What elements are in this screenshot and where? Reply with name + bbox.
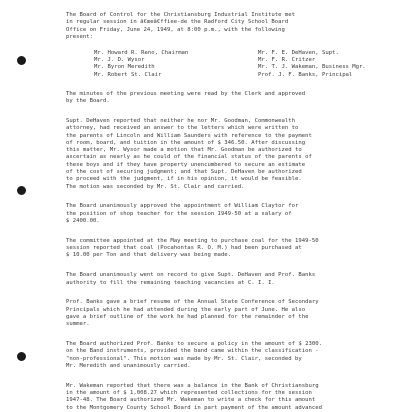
text-line: $ 2400.00.	[66, 218, 100, 225]
member-name: Mr. J. D. Wysor	[94, 56, 145, 63]
text-line: the position of shop teacher for the session 1949-50 at a salary of	[66, 210, 292, 217]
minutes-paragraph	[66, 272, 388, 287]
member-name: Mr. F. R. Critzer	[258, 56, 316, 63]
minutes-paragraph	[66, 238, 388, 260]
text-line: The committee appointed at the May meeting to purchase coal for the 1949-50	[66, 237, 319, 244]
text-line: Supt. DeHaven reported that neither he nor Mr. Goodman, Commonwealth	[66, 117, 296, 124]
text-line: on the Band instruments, provided the band came within the classification -	[66, 348, 319, 355]
minutes-paragraph	[66, 299, 388, 328]
minutes-body	[66, 91, 388, 412]
member-name: Mr. Byron Meredith	[94, 64, 155, 71]
text-line: gave a brief outline of the work he had planned for the remainder of the	[66, 313, 309, 320]
minutes-paragraph	[66, 341, 388, 370]
text-line: to proceed with the judgment, if in his opinion, it would be feasible.	[66, 176, 302, 183]
text-line: Prof. Banks gave a brief resume of the Annual State Conference of Secondary	[66, 299, 319, 306]
binder-hole	[17, 186, 26, 195]
member-name: Mr. T. J. Wakeman, Business Mgr.	[258, 64, 366, 71]
text-line: The minutes of the previous meeting were read by the Clerk and approved	[66, 90, 306, 97]
text-line: present:	[66, 33, 93, 40]
text-line: The Board authorized Prof. Banks to secure a policy in the amount of $ 2300.	[66, 341, 322, 347]
member-name: Mr. F. E. DeHaven, Supt.	[258, 49, 339, 56]
text-line: in the amount of $ 1,008.27 which represented collections for the session	[66, 389, 312, 396]
minutes-paragraph	[66, 203, 388, 225]
text-line: summer.	[66, 321, 90, 328]
text-line: 1947-48. The Board authorized Mr. Wakeman to write a check for this amount	[66, 397, 316, 404]
text-line: this matter, Mr. Wysor made a motion that Mr. Goodman be authorized to	[66, 147, 302, 154]
text-line: ascertain as nearly as he could of the financial status of the parents of	[66, 154, 312, 161]
binder-hole	[17, 352, 26, 361]
intro-paragraph	[66, 12, 388, 41]
text-line: of room, board, and tuition in the amount of $ 346.50. After discussing	[66, 139, 306, 146]
text-line: Mr. Meredith and unanimously carried.	[66, 362, 191, 369]
text-line: The motion was seconded by Mr. St. Clair and carried.	[66, 183, 245, 190]
text-line: Office on Friday, June 24, 1949, at 8:00 p.m., with the following	[66, 26, 285, 33]
text-line: the parents of Lincoln and William Saunders with reference to the payment	[66, 132, 312, 139]
text-line: in regular session in â€œeâ€ffiee-de the Radford City School Board	[66, 19, 289, 26]
text-line: The Board unanimously went on record to give Supt. DeHaven and Prof. Banks	[66, 272, 316, 279]
text-line: by the Board.	[66, 98, 110, 105]
text-line: session reported that coal (Pocahontas R. O. M.) had been purchased at	[66, 245, 302, 252]
text-line: these boys and if they have property unencumbered to secure an estimate	[66, 161, 306, 168]
minutes-paragraph	[66, 91, 388, 106]
text-line: authority to fill the remaining teaching vacancies at C. I. I.	[66, 279, 275, 286]
text-line: of the cost of securing judgment; and that Supt. DeHaven be authorized	[66, 169, 302, 176]
text-line: $ 10.00 per Ton and that delivery was being made.	[66, 252, 232, 259]
minutes-paragraph	[66, 118, 388, 191]
text-line: The Board of Control for the Christiansburg Industrial Institute met	[66, 12, 296, 18]
member-name: Prof. J. F. Banks, Principal	[258, 71, 353, 78]
text-line: to the Montgomery County School Board in part payment of the amount advanced	[66, 404, 322, 411]
text-line: Mr. Wakeman reported that there was a balance in the Bank of Christiansburg	[66, 382, 319, 389]
text-line: Principals which he had attended during the early part of June. He also	[66, 306, 306, 313]
member-name: Mr. Robert St. Clair	[94, 71, 162, 78]
text-line: attorney, had received an answer to the letters which were written to	[66, 125, 299, 132]
text-line: "non-professional". This motion was made by Mr. St. Clair, seconded by	[66, 355, 302, 362]
members-present-list	[94, 50, 388, 79]
binder-hole	[17, 56, 26, 65]
text-line: The Board unanimously approved the appointment of William Claytor for	[66, 203, 299, 210]
member-name: Mr. Howard R. Reno, Chairman	[94, 49, 189, 56]
minutes-paragraph	[66, 383, 388, 412]
